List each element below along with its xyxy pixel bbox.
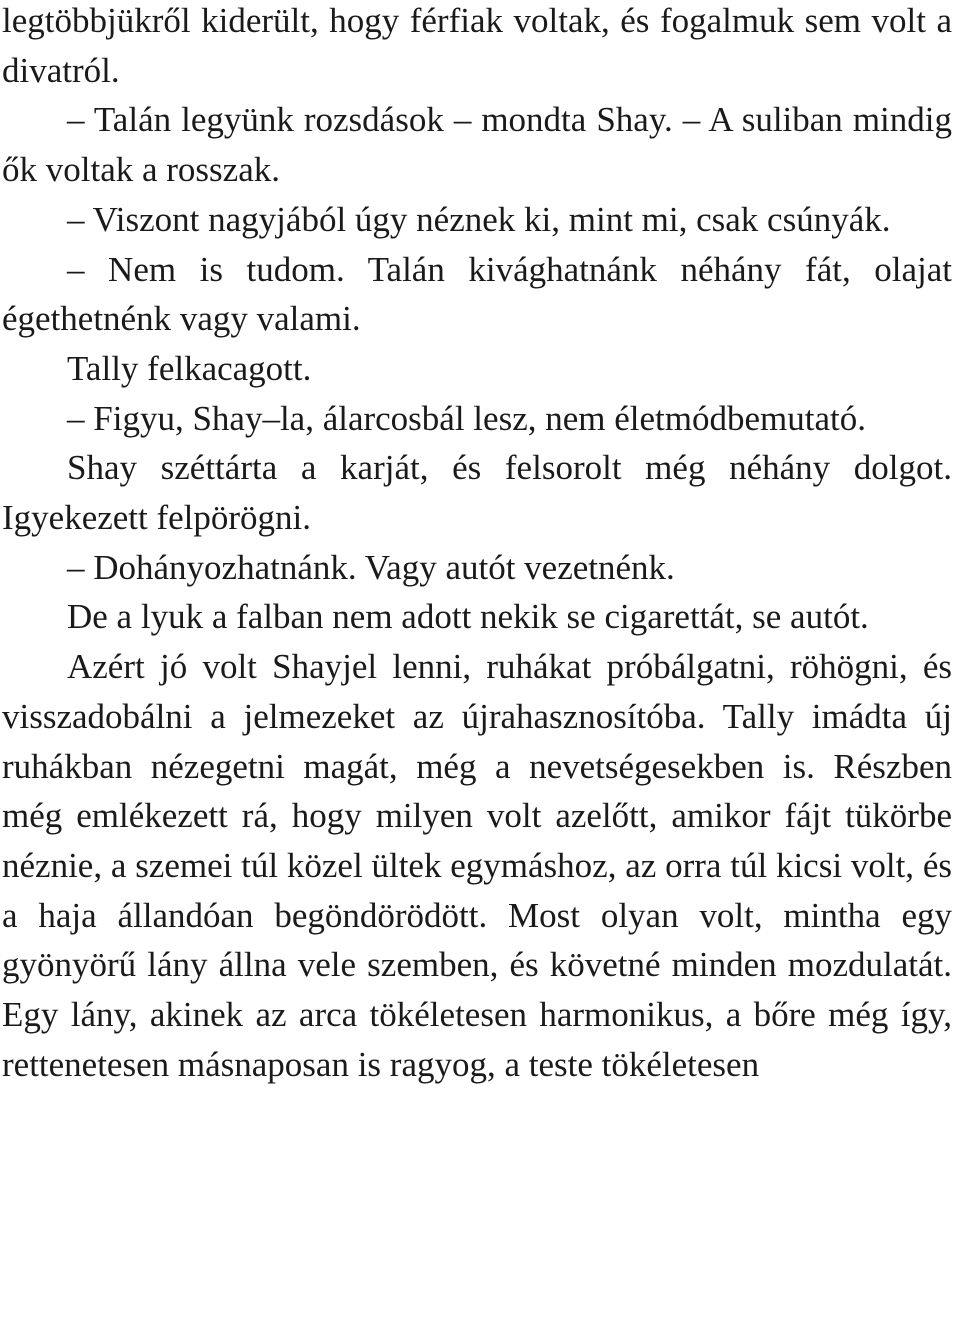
paragraph: Tally felkacagott. — [67, 348, 312, 388]
paragraph: Shay széttárta a karját, és felsorolt még néhány dolgot. Igyekezett felpörögni. — [2, 448, 952, 538]
paragraph: De a lyuk a falban nem adott nekik se cigarettát, se autót. — [67, 597, 869, 637]
paragraph: Azért jó volt Shayjel lenni, ruhákat próbálgatni, röhögni, és visszadobálni a jelmezeket az újrahasznosítóba. Tally imádta új ruhákban nézegetni magát, még a nevetségesekben is. Részben még emlékezett rá, hogy milyen volt azelőtt, amikor fájt tükörbe néznie, a szemei túl közel ültek egymáshoz, az orra túl kicsi volt, és a haja állandóan begöndörödött. Most olyan volt, mintha egy gyönyörű lány állna vele szemben, és követné minden mozdulatát. Egy lány, akinek az arca tökéletesen harmonikus, a bőre még így, rettenetesen másnaposan is ragyog, a teste tökéletesen — [2, 647, 952, 1084]
paragraph: – Viszont nagyjából úgy néznek ki, mint mi, csak csúnyák. — [67, 199, 891, 239]
paragraph: – Dohányozhatnánk. Vagy autót vezetnénk. — [67, 547, 675, 587]
paragraph: legtöbbjükről kiderült, hogy férfiak voltak, és fogalmuk sem volt a divatról. — [2, 1, 952, 90]
paragraph: – Talán legyünk rozsdások – mondta Shay. – A suliban mindig ők voltak a rosszak. — [2, 100, 952, 190]
paragraph: – Figyu, Shay–la, álarcosbál lesz, nem életmódbemutató. — [67, 398, 866, 438]
paragraph: – Nem is tudom. Talán kivághatnánk néhány fát, olajat égethetnénk vagy valami. — [2, 249, 952, 339]
